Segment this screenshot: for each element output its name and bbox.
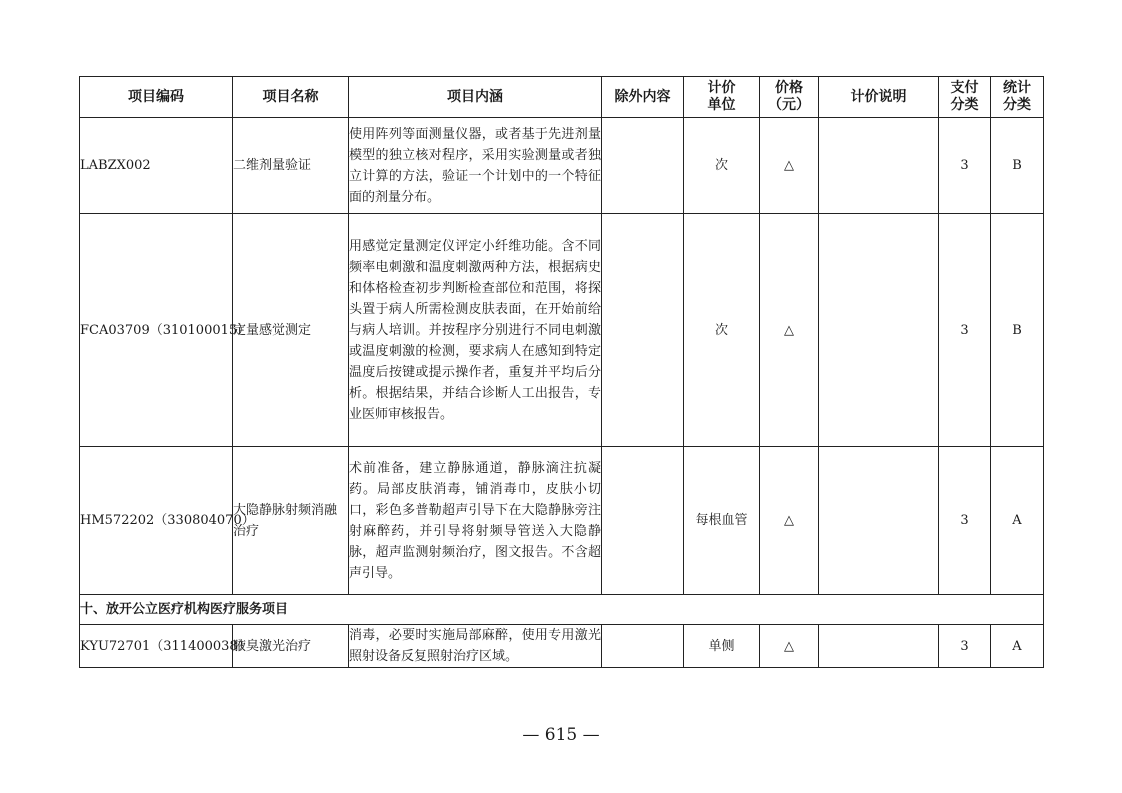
cell-note <box>819 625 939 668</box>
table-row <box>80 625 1044 668</box>
cell-pay: 3 <box>939 625 991 668</box>
header-content: 项目内涵 <box>349 77 602 118</box>
cell-price: △ <box>760 625 819 668</box>
cell-unit: 次 <box>684 118 760 214</box>
cell-price: △ <box>760 214 819 447</box>
header-stat: 统计 分类 <box>991 77 1044 118</box>
cell-unit: 单侧 <box>684 625 760 668</box>
cell-code: KYU72701（311400038） <box>80 625 233 668</box>
cell-stat: B <box>991 118 1044 214</box>
cell-name: 大隐静脉射频消融治疗 <box>233 447 349 595</box>
header-pay: 支付 分类 <box>939 77 991 118</box>
cell-note <box>819 447 939 595</box>
cell-stat: A <box>991 447 1044 595</box>
cell-name: 二维剂量验证 <box>233 118 349 214</box>
cell-unit: 每根血管 <box>684 447 760 595</box>
cell-code: HM572202（330804070） <box>80 447 233 595</box>
cell-content: 用感觉定量测定仪评定小纤维功能。含不同频率电刺激和温度刺激两种方法，根据病史和体格检查初步判断检查部位和范围，将探头置于病人所需检测皮肤表面，在开始前给与病人培训。并按程序分别进行不同电刺激或温度刺激的检测，要求病人在感知到特定温度后按键或提示操作者，重复并平均后分析。根据结果，并结合诊断人工出报告，专业医师审核报告。 <box>349 214 602 447</box>
cell-excluded <box>602 118 684 214</box>
cell-excluded <box>602 214 684 447</box>
cell-stat: B <box>991 214 1044 447</box>
table-row <box>80 118 1044 214</box>
page-number: — 615 — <box>522 725 600 745</box>
cell-note <box>819 118 939 214</box>
cell-content: 术前准备，建立静脉通道，静脉滴注抗凝药。局部皮肤消毒，铺消毒巾，皮肤小切口，彩色多普勒超声引导下在大隐静脉旁注射麻醉药，并引导将射频导管送入大隐静脉，超声监测射频治疗，图文报告。不含超声引导。 <box>349 447 602 595</box>
cell-excluded <box>602 447 684 595</box>
cell-price: △ <box>760 447 819 595</box>
header-unit: 计价 单位 <box>684 77 760 118</box>
cell-code: FCA03709（310100015） <box>80 214 233 447</box>
header-code: 项目编码 <box>80 77 233 118</box>
cell-pay: 3 <box>939 447 991 595</box>
price-table <box>79 76 1044 668</box>
cell-unit: 次 <box>684 214 760 447</box>
cell-pay: 3 <box>939 118 991 214</box>
cell-stat: A <box>991 625 1044 668</box>
header-name: 项目名称 <box>233 77 349 118</box>
cell-content: 消毒，必要时实施局部麻醉，使用专用激光照射设备反复照射治疗区域。 <box>349 625 602 668</box>
header-excluded: 除外内容 <box>602 77 684 118</box>
header-price: 价格 （元） <box>760 77 819 118</box>
table-row <box>80 214 1044 447</box>
cell-note <box>819 214 939 447</box>
cell-excluded <box>602 625 684 668</box>
section-row <box>80 595 1044 625</box>
section-title: 十、放开公立医疗机构医疗服务项目 <box>80 595 1044 625</box>
cell-code: LABZX002 <box>80 118 233 214</box>
cell-name: 腋臭激光治疗 <box>233 625 349 668</box>
table-row <box>80 447 1044 595</box>
cell-pay: 3 <box>939 214 991 447</box>
table-header-row <box>80 77 1044 118</box>
cell-price: △ <box>760 118 819 214</box>
cell-name: 定量感觉测定 <box>233 214 349 447</box>
cell-content: 使用阵列等面测量仪器，或者基于先进剂量模型的独立核对程序，采用实验测量或者独立计算的方法，验证一个计划中的一个特征面的剂量分布。 <box>349 118 602 214</box>
header-note: 计价说明 <box>819 77 939 118</box>
